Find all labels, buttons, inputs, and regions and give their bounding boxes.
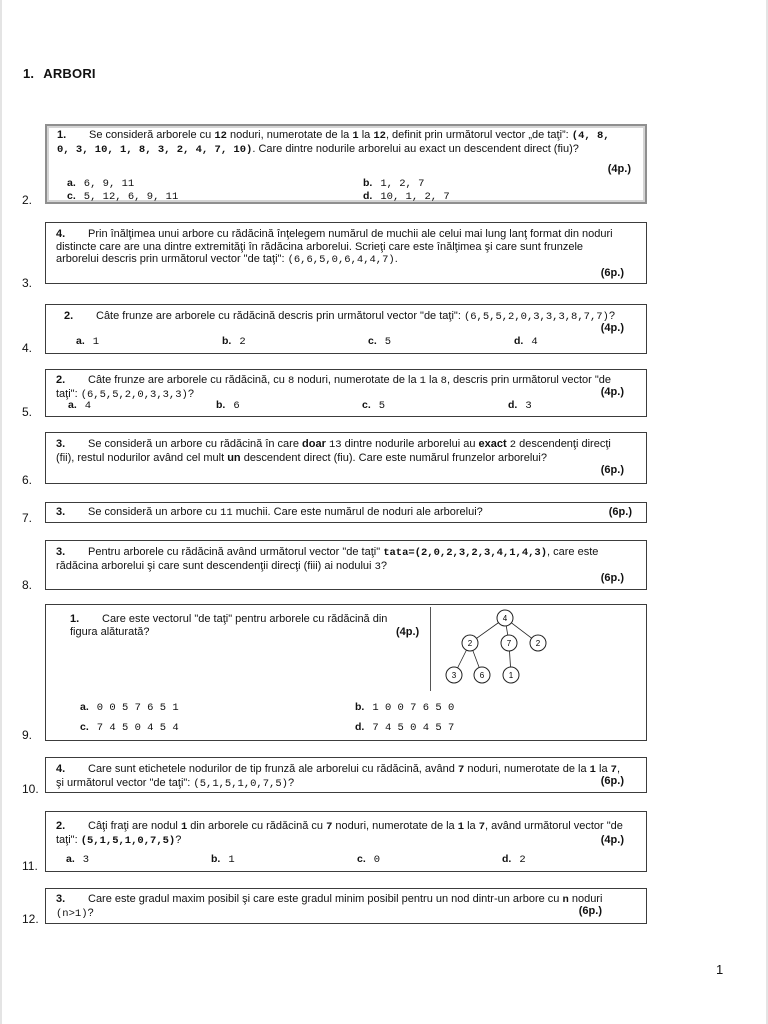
option-value: 6, 9, 11 (83, 178, 135, 190)
question-text: Care este gradul maxim posibil şi care este gradul minim posibil pentru un nod dintr-un arbore cu (88, 893, 563, 905)
question-text: Care sunt etichetele nodurilor de tip frunză ale arborelui cu rădăcină, având (88, 763, 458, 775)
option-letter: b. (222, 335, 232, 347)
question-box-11 (45, 811, 647, 872)
item-number: 2. (64, 310, 74, 322)
option-letter: a. (80, 701, 89, 713)
value-1: 1 (589, 764, 596, 776)
question-label: 8. (22, 578, 33, 592)
svg-text:7: 7 (506, 639, 512, 648)
question-box-2 (45, 124, 647, 204)
option-letter: c. (67, 190, 76, 202)
keyword-un: un (227, 451, 241, 464)
option-value: 7 4 5 0 4 5 7 (372, 722, 455, 734)
option-d (363, 190, 450, 204)
question-text: noduri, numerotate de la (226, 129, 353, 141)
value-3: 3 (374, 560, 381, 573)
points: (4p.) (600, 834, 624, 846)
question-label: 11. (22, 859, 38, 873)
question-label: 7. (22, 511, 33, 525)
question-text: noduri, numerotate de la (294, 374, 420, 386)
question-box-7 (45, 502, 647, 523)
points: (6p.) (600, 267, 624, 279)
option-value: 2 (519, 854, 526, 866)
points: (6p.) (600, 775, 624, 787)
value-7: 7 (326, 821, 333, 833)
option-a (66, 853, 89, 867)
option-letter: d. (363, 190, 373, 202)
option-letter: c. (368, 335, 377, 347)
question-text: . (394, 253, 398, 265)
keyword-doar: doar (302, 438, 326, 450)
value-7b: 7 (610, 764, 617, 776)
question-box-12 (45, 888, 647, 924)
option-c (80, 721, 179, 735)
option-letter: b. (211, 853, 221, 865)
option-b (355, 701, 454, 715)
parent-vector: (5,1,5,1,0,7,5) (193, 777, 288, 790)
option-letter: a. (68, 399, 77, 411)
figure-divider (430, 607, 431, 691)
question-text: la (595, 763, 611, 775)
item-number: 3. (56, 438, 66, 450)
option-b (363, 177, 424, 191)
svg-text:2: 2 (535, 639, 541, 648)
question-box-3 (45, 222, 647, 284)
option-letter: c. (362, 399, 371, 411)
option-value: 1 (92, 336, 100, 348)
item-number: 3. (56, 893, 66, 905)
option-value: 4 (531, 336, 538, 348)
points: (4p.) (600, 322, 624, 334)
question-label: 3. (22, 276, 33, 290)
question-text: ? (187, 387, 194, 400)
question-text: muchii. Care este numărul de noduri ale arborelui? (232, 506, 483, 518)
option-letter: d. (514, 335, 524, 347)
option-a (80, 701, 179, 715)
question-label: 10. (22, 782, 39, 796)
tree-node-1 (503, 667, 519, 683)
value-12: 12 (214, 130, 227, 142)
parent-vector: (6,6,5,0,6,4,4,7) (287, 254, 395, 266)
question-text: Se consideră arborele cu (89, 129, 215, 141)
tree-node-2 (462, 635, 478, 651)
option-letter: b. (363, 177, 373, 189)
svg-text:2: 2 (467, 639, 473, 648)
value-1b: 1 (457, 821, 465, 833)
option-value: 3 (82, 854, 90, 866)
question-text: , având următorul vector "de taţi": (56, 820, 623, 846)
option-c (67, 190, 178, 204)
option-letter: d. (502, 853, 512, 865)
question-text: Care este vectorul "de taţi" pentru arborele cu rădăcină din figura alăturată? (70, 613, 388, 638)
question-text: ? (380, 559, 387, 572)
question-label: 4. (22, 341, 33, 355)
question-text: Câte frunze are arborele cu rădăcină descris prin următorul vector "de taţi": (96, 310, 464, 322)
question-text: noduri, numerotate de la (464, 763, 590, 775)
tree-node-6 (474, 667, 490, 683)
points: (4p.) (607, 163, 631, 175)
section-heading: ARBORI (43, 66, 96, 81)
question-text: descendenţi direcţi (fii), restul nodurilor având cel mult (56, 438, 611, 464)
question-label: 6. (22, 473, 33, 487)
points: (6p.) (578, 905, 602, 917)
page-edge-left (0, 0, 2, 1024)
question-text: Se consideră un arbore cu rădăcină în care (88, 438, 303, 450)
parent-vector: (6,5,5,2,0,3,3,3,8,7,7) (463, 311, 609, 323)
option-value: 0 (373, 854, 381, 866)
svg-text:6: 6 (479, 671, 485, 680)
question-box-4 (45, 304, 647, 354)
question-text: la (358, 129, 374, 141)
question-box-10 (45, 757, 647, 793)
tree-node-4 (497, 610, 513, 626)
value-n: n (562, 894, 569, 906)
option-value: 1, 2, 7 (380, 178, 425, 190)
question-box-5 (45, 369, 647, 417)
option-value: 1 (228, 854, 235, 866)
question-text: ? (608, 310, 615, 322)
section-title (23, 66, 96, 81)
option-c (362, 399, 385, 413)
question-text: Pentru arborele cu rădăcină având următorul vector "de taţi" (88, 546, 384, 558)
item-number: 2. (56, 820, 66, 832)
question-text: , definit prin următorul vector „de taţi”: (385, 129, 572, 141)
option-value: 4 (84, 400, 92, 412)
points: (6p.) (600, 464, 624, 476)
tree-node-3 (446, 667, 462, 683)
option-value: 6 (233, 400, 240, 412)
tree-node-7 (501, 635, 517, 651)
option-letter: a. (66, 853, 75, 865)
question-text: dintre nodurile arborelui au (341, 438, 479, 450)
question-text: la (425, 374, 441, 386)
keyword-exact: exact (478, 438, 507, 450)
option-b (216, 399, 240, 413)
option-value: 5, 12, 6, 9, 11 (83, 191, 179, 203)
option-d (502, 853, 526, 867)
option-d (508, 399, 532, 413)
value-2: 2 (509, 439, 517, 451)
value-8: 8 (287, 375, 295, 387)
page-number: 1 (716, 962, 724, 977)
item-number: 2. (56, 374, 66, 386)
svg-text:4: 4 (502, 614, 508, 623)
option-value: 0 0 5 7 6 5 1 (96, 702, 179, 714)
question-text: la (464, 820, 479, 832)
question-text: , şi următorul vector "de taţi": (56, 763, 620, 789)
item-number: 4. (56, 228, 66, 240)
value-7b: 7 (478, 821, 486, 833)
question-text: . Care dintre nodurile arborelui au exact un descendent direct (fiu)? (252, 142, 579, 155)
points: (4p.) (600, 386, 624, 398)
parent-vector: (5,1,5,1,0,7,5) (80, 834, 176, 847)
question-text: Câte frunze are arborele cu rădăcină, cu (88, 374, 288, 386)
question-box-8 (45, 540, 647, 590)
option-value: 5 (378, 400, 386, 412)
question-text: ? (287, 776, 295, 789)
option-c (357, 853, 380, 867)
option-letter: c. (80, 721, 89, 733)
option-letter: b. (355, 701, 365, 713)
option-letter: a. (67, 177, 76, 189)
option-letter: d. (355, 721, 365, 733)
value-1: 1 (352, 130, 359, 142)
parent-vector: (6,5,5,2,0,3,3,3) (80, 388, 188, 401)
svg-text:3: 3 (451, 671, 457, 680)
option-value: 10, 1, 2, 7 (380, 191, 450, 203)
question-text: noduri (568, 893, 603, 905)
option-d (355, 721, 454, 735)
points: (6p.) (608, 506, 632, 518)
question-label: 2. (22, 193, 33, 207)
question-text: descendent direct (fiu). Care este numărul frunzelor arborelui? (240, 451, 547, 464)
question-text: Prin înălţimea unui arbore cu rădăcină înţelegem numărul de muchii ale celui mai lung lanţ format din noduri distincte care are una dintre extremităţi în rădăcina arborelui. Scrieţi care este înălţimea şi care sunt frunzele arborelui descris prin următorul vector "de taţi": (56, 228, 613, 265)
item-number: 1. (70, 613, 80, 625)
value-1: 1 (180, 821, 188, 833)
option-value: 7 4 5 0 4 5 4 (96, 722, 179, 734)
option-letter: c. (357, 853, 366, 865)
question-box-9 (45, 604, 647, 741)
option-b (211, 853, 235, 867)
option-letter: b. (216, 399, 226, 411)
section-number: 1. (23, 66, 35, 81)
parent-vector: tata=(2,0,2,3,2,3,4,1,4,3) (383, 547, 548, 559)
question-text: ? (175, 833, 182, 846)
option-value: 3 (525, 400, 532, 412)
value-13: 13 (328, 439, 342, 451)
option-c (368, 335, 391, 349)
value-n-gt-1: (n>1) (56, 907, 88, 920)
parent-vector: (4, 8, 0, 3, 10, 1, 8, 3, 2, 4, 7, 10) (57, 130, 610, 156)
item-number: 1. (57, 129, 67, 141)
option-d (514, 335, 538, 349)
question-text: , care este rădăcina arborelui şi care sunt descendenţii direcţi (fiii) ai nodului (56, 546, 599, 572)
value-1: 1 (419, 375, 426, 387)
question-label: 9. (22, 728, 33, 742)
item-number: 4. (56, 763, 66, 775)
question-label: 12. (22, 912, 39, 926)
option-value: 1 0 0 7 6 5 0 (372, 702, 455, 714)
item-number: 3. (56, 506, 66, 518)
option-letter: d. (508, 399, 518, 411)
question-box-6 (45, 432, 647, 484)
question-text: , descris prin următorul vector "de taţi": (56, 374, 612, 400)
value-8b: 8 (440, 375, 447, 387)
question-text: ? (87, 906, 94, 919)
points: (6p.) (600, 572, 624, 584)
option-value: 2 (239, 336, 246, 348)
points: (4p.) (396, 626, 420, 638)
svg-text:1: 1 (508, 671, 514, 680)
tree-figure (438, 607, 558, 695)
tree-node-2b (530, 635, 546, 651)
option-a (76, 335, 99, 349)
option-value: 5 (384, 336, 392, 348)
option-a (67, 177, 134, 191)
option-letter: a. (76, 335, 85, 347)
value-11: 11 (220, 507, 233, 519)
question-text: Se consideră un arbore cu (88, 506, 221, 518)
question-text: Câţi fraţi are nodul (88, 820, 181, 832)
question-text: noduri, numerotate de la (332, 820, 458, 832)
item-number: 3. (56, 546, 66, 558)
option-a (68, 399, 91, 413)
question-label: 5. (22, 405, 33, 419)
option-b (222, 335, 246, 349)
value-12b: 12 (373, 130, 386, 142)
value-7: 7 (457, 764, 465, 776)
question-text: din arborele cu rădăcină cu (187, 820, 327, 832)
